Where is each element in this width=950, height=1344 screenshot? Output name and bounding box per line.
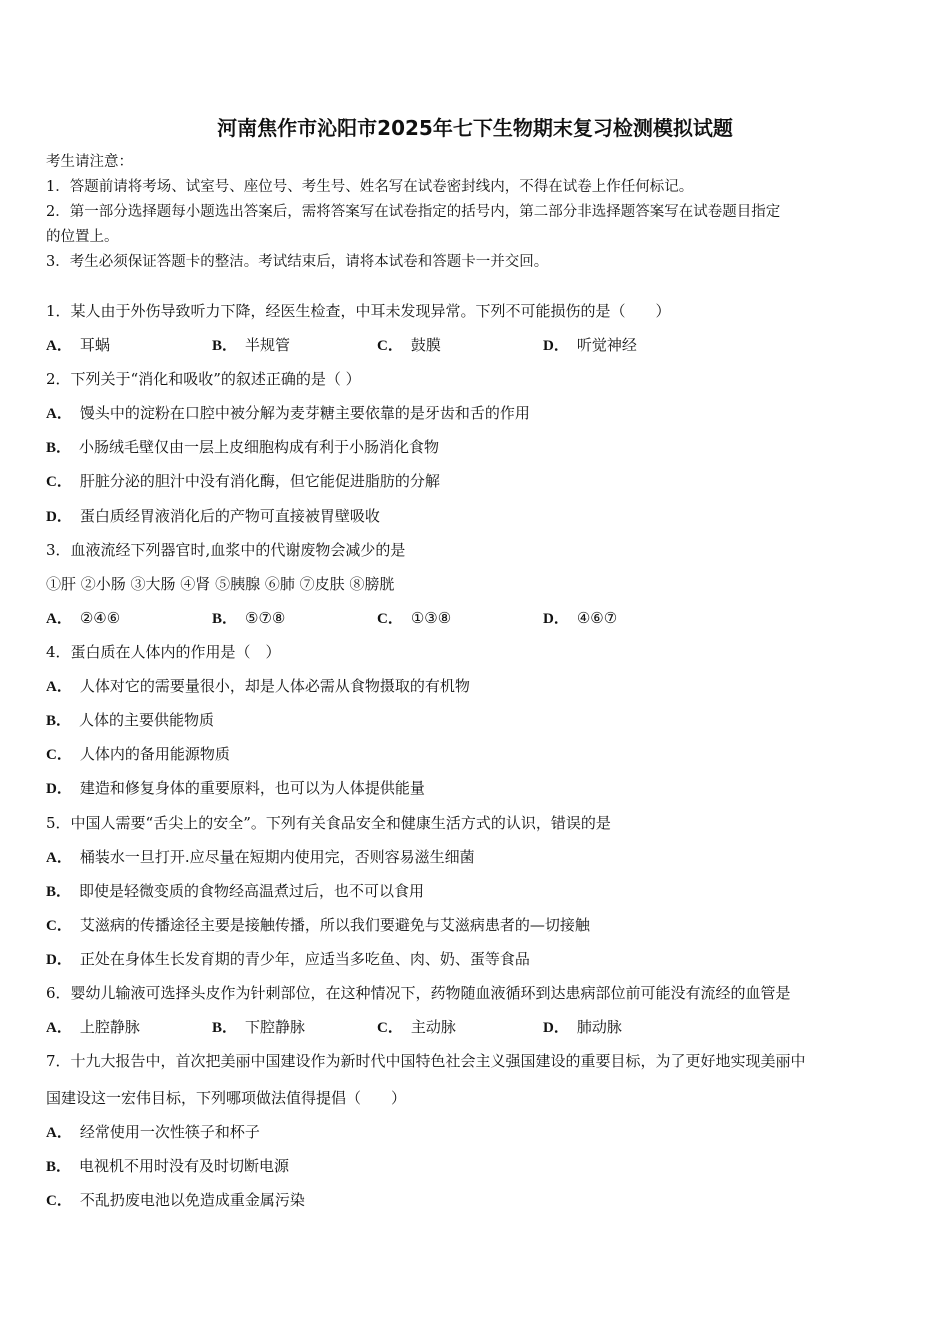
question-stem-continued: 国建设这一宏伟目标，下列哪项做法值得提倡（ ） xyxy=(46,1089,407,1107)
option-b xyxy=(212,1017,305,1038)
option-b xyxy=(46,1156,289,1177)
option-b xyxy=(46,710,214,731)
option-text: 听觉神经 xyxy=(576,336,637,354)
option-text: 不乱扔废电池以免造成重金属污染 xyxy=(79,1191,305,1209)
option-b xyxy=(46,881,424,902)
option-text: 蛋白质经胃液消化后的产物可直接被胃壁吸收 xyxy=(79,507,380,525)
option-a xyxy=(46,1017,140,1038)
option-text: 电视机不用时没有及时切断电源 xyxy=(79,1157,290,1175)
option-c xyxy=(46,471,440,492)
notice-item: 3．考生必须保证答题卡的整洁。考试结束后，请将本试卷和答题卡一并交回。 xyxy=(46,254,549,270)
option-text: ⑤⑦⑧ xyxy=(245,609,286,627)
option-label: A． xyxy=(46,611,72,627)
question-stem: 7．十九大报告中，首次把美丽中国建设作为新时代中国特色社会主义强国建设的重要目标，为了更好地实现美丽中 xyxy=(46,1052,806,1070)
notice-item: 2．第一部分选择题每小题选出答案后，需将答案写在试卷指定的括号内，第二部分非选择题答案写在试卷题目指定 xyxy=(46,204,781,220)
option-a xyxy=(46,676,470,697)
option-label: A． xyxy=(46,406,72,422)
option-label: B． xyxy=(46,713,72,729)
option-label: C． xyxy=(377,1020,403,1036)
option-c xyxy=(377,335,441,356)
option-text: 桶装水一旦打开.应尽量在短期内使用完，否则容易滋生细菌 xyxy=(79,848,475,866)
option-label: C． xyxy=(46,1193,72,1209)
option-d xyxy=(543,608,617,629)
option-c xyxy=(377,608,451,629)
question-stem: 6．婴幼儿输液可选择头皮作为针刺部位，在这种情况下，药物随血液循环到达患病部位前可能没有流经的血管是 xyxy=(46,984,791,1002)
option-text: 经常使用一次性筷子和杯子 xyxy=(79,1123,260,1141)
option-label: D． xyxy=(46,952,72,968)
option-text: 人体的主要供能物质 xyxy=(79,711,215,729)
option-label: B． xyxy=(46,440,72,456)
option-text: 艾滋病的传播途径主要是接触传播，所以我们要避免与艾滋病患者的—切接触 xyxy=(79,916,590,934)
notice-heading: 考生请注意： xyxy=(46,154,133,170)
option-text: ①③⑧ xyxy=(410,609,452,627)
option-b xyxy=(212,608,285,629)
option-c xyxy=(46,915,590,936)
option-text: 肝脏分泌的胆汁中没有消化酶，但它能促进脂肪的分解 xyxy=(79,472,440,490)
option-label: B． xyxy=(212,338,238,354)
notice-item: 1．答题前请将考场、试室号、座位号、考生号、姓名写在试卷密封线内，不得在试卷上作任何标记。 xyxy=(46,179,694,195)
option-label: A． xyxy=(46,850,72,866)
option-label: C． xyxy=(46,474,72,490)
option-a xyxy=(46,1122,260,1143)
option-text: ②④⑥ xyxy=(79,609,121,627)
option-d xyxy=(543,1017,622,1038)
option-text: 鼓膜 xyxy=(410,336,441,354)
option-text: 上腔静脉 xyxy=(79,1018,140,1036)
question-stem: 3．血液流经下列器官时,血浆中的代谢废物会减少的是 xyxy=(46,541,406,559)
option-label: D． xyxy=(543,1020,569,1036)
option-text: 下腔静脉 xyxy=(245,1018,306,1036)
option-label: B． xyxy=(46,884,72,900)
option-c xyxy=(46,744,230,765)
question-stem: 2．下列关于“消化和吸收”的叙述正确的是（ ） xyxy=(46,370,361,388)
option-text: 建造和修复身体的重要原料，也可以为人体提供能量 xyxy=(79,779,425,797)
question-stem: 5．中国人需要“舌尖上的安全”。下列有关食品安全和健康生活方式的认识，错误的是 xyxy=(46,814,611,832)
option-label: A． xyxy=(46,1125,72,1141)
option-label: C． xyxy=(46,747,72,763)
option-b xyxy=(212,335,290,356)
option-label: D． xyxy=(543,338,569,354)
option-d xyxy=(46,506,380,527)
option-c xyxy=(46,1190,305,1211)
option-text: 正处在身体生长发育期的青少年，应适当多吃鱼、肉、奶、蛋等食品 xyxy=(79,950,530,968)
option-label: B． xyxy=(212,611,238,627)
option-label: C． xyxy=(46,918,72,934)
option-label: D． xyxy=(46,781,72,797)
option-label: A． xyxy=(46,338,72,354)
option-a xyxy=(46,403,530,424)
option-text: 人体对它的需要量很小，却是人体必需从食物摄取的有机物 xyxy=(79,677,470,695)
option-label: B． xyxy=(46,1159,72,1175)
option-text: 半规管 xyxy=(245,336,291,354)
question-stem: 4．蛋白质在人体内的作用是（ ） xyxy=(46,643,281,661)
option-d xyxy=(543,335,637,356)
option-label: D． xyxy=(46,509,72,525)
option-c xyxy=(377,1017,456,1038)
option-d xyxy=(46,949,530,970)
option-b xyxy=(46,437,439,458)
option-a xyxy=(46,847,475,868)
option-a xyxy=(46,608,120,629)
question-stem: 1．某人由于外伤导致听力下降，经医生检查，中耳未发现异常。下列不可能损伤的是（ ） xyxy=(46,302,671,320)
option-text: 肺动脉 xyxy=(576,1018,622,1036)
option-a xyxy=(46,335,110,356)
option-label: C． xyxy=(377,611,403,627)
option-text: ④⑥⑦ xyxy=(576,609,618,627)
option-text: 耳蜗 xyxy=(79,336,110,354)
option-label: A． xyxy=(46,679,72,695)
option-text: 馒头中的淀粉在口腔中被分解为麦芽糖主要依靠的是牙齿和舌的作用 xyxy=(79,404,530,422)
option-label: B． xyxy=(212,1020,238,1036)
notice-item: 的位置上。 xyxy=(46,229,119,245)
option-text: 主动脉 xyxy=(410,1018,456,1036)
option-label: D． xyxy=(543,611,569,627)
option-text: 小肠绒毛壁仅由一层上皮细胞构成有利于小肠消化食物 xyxy=(79,438,440,456)
question-organ-list: ①肝 ②小肠 ③大肠 ④肾 ⑤胰腺 ⑥肺 ⑦皮肤 ⑧膀胱 xyxy=(46,575,395,593)
option-label: C． xyxy=(377,338,403,354)
option-text: 即使是轻微变质的食物经高温煮过后，也不可以食用 xyxy=(79,882,425,900)
option-d xyxy=(46,778,425,799)
page-title: 河南焦作市沁阳市2025年七下生物期末复习检测模拟试题 xyxy=(217,116,733,140)
option-text: 人体内的备用能源物质 xyxy=(79,745,230,763)
option-label: A． xyxy=(46,1020,72,1036)
